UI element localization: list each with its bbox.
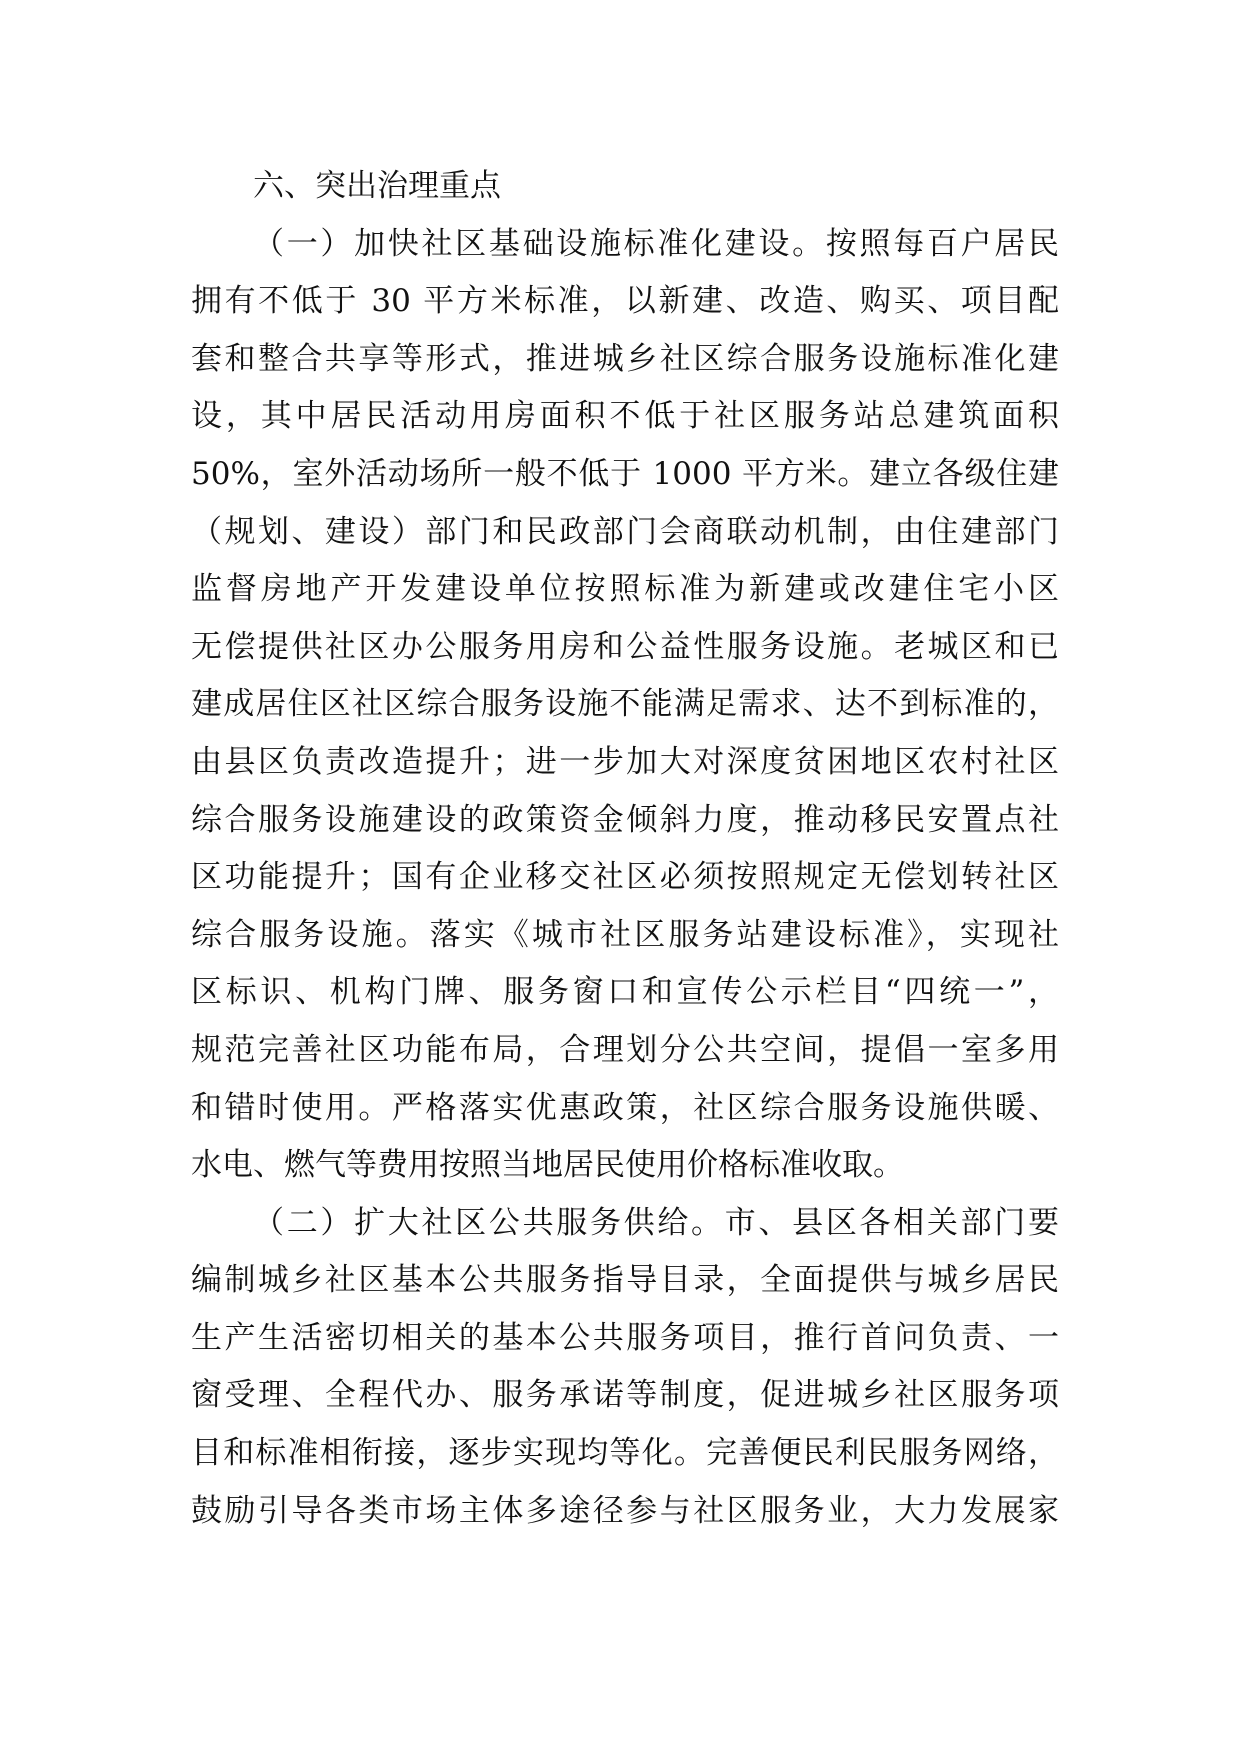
paragraph-line: 50%，室外活动场所一般不低于 1000 平方米。建立各级住建 — [191, 455, 1059, 492]
paragraph-line: 鼓励引导各类市场主体多途径参与社区服务业，大力发展家 — [191, 1492, 1059, 1529]
paragraph-infrastructure — [191, 216, 1059, 1195]
paragraph-line: 编制城乡社区基本公共服务指导目录，全面提供与城乡居民 — [191, 1262, 1059, 1299]
paragraph-line: 拥有不低于 30 平方米标准，以新建、改造、购买、项目配 — [191, 283, 1059, 320]
paragraph-line: 水电、燃气等费用按照当地居民使用价格标准收取。 — [191, 1147, 904, 1184]
paragraph-line: 套和整合共享等形式，推进城乡社区综合服务设施标准化建 — [191, 340, 1059, 377]
paragraph-line: 区功能提升；国有企业移交社区必须按照规定无偿划转社区 — [191, 859, 1059, 896]
paragraph-line: 规范完善社区功能布局，合理划分公共空间，提倡一室多用 — [191, 1031, 1059, 1068]
paragraph-line: 建成居住区社区综合服务设施不能满足需求、达不到标准的， — [191, 686, 1059, 723]
paragraph-line: 目和标准相衔接，逐步实现均等化。完善便民利民服务网络， — [191, 1435, 1059, 1472]
paragraph-line: 综合服务设施建设的政策资金倾斜力度，推动移民安置点社 — [191, 801, 1059, 838]
document-body — [191, 158, 1059, 1540]
paragraph-line: 综合服务设施。落实《城市社区服务站建设标准》，实现社 — [191, 916, 1059, 953]
paragraph-line: 由县区负责改造提升；进一步加大对深度贫困地区农村社区 — [191, 743, 1059, 780]
paragraph-line: 生产生活密切相关的基本公共服务项目，推行首问负责、一 — [191, 1319, 1059, 1356]
paragraph-line: 和错时使用。严格落实优惠政策，社区综合服务设施供暖、 — [191, 1089, 1059, 1126]
paragraph-line: 区标识、机构门牌、服务窗口和宣传公示栏目“四统一”， — [191, 974, 1059, 1011]
paragraph-line: （二）扩大社区公共服务供给。市、县区各相关部门要 — [253, 1204, 1059, 1241]
paragraph-line: 无偿提供社区办公服务用房和公益性服务设施。老城区和已 — [191, 628, 1059, 665]
paragraph-line: 设，其中居民活动用房面积不低于社区服务站总建筑面积 — [191, 398, 1059, 435]
paragraph-line: 监督房地产开发建设单位按照标准为新建或改建住宅小区 — [191, 571, 1059, 608]
paragraph-line: 窗受理、全程代办、服务承诺等制度，促进城乡社区服务项 — [191, 1377, 1059, 1414]
section-heading: 六、突出治理重点 — [253, 168, 501, 204]
paragraph-line: （一）加快社区基础设施标准化建设。按照每百户居民 — [253, 225, 1059, 262]
paragraph-line: （规划、建设）部门和民政部门会商联动机制，由住建部门 — [191, 513, 1059, 550]
paragraph-public-services — [191, 1195, 1059, 1541]
